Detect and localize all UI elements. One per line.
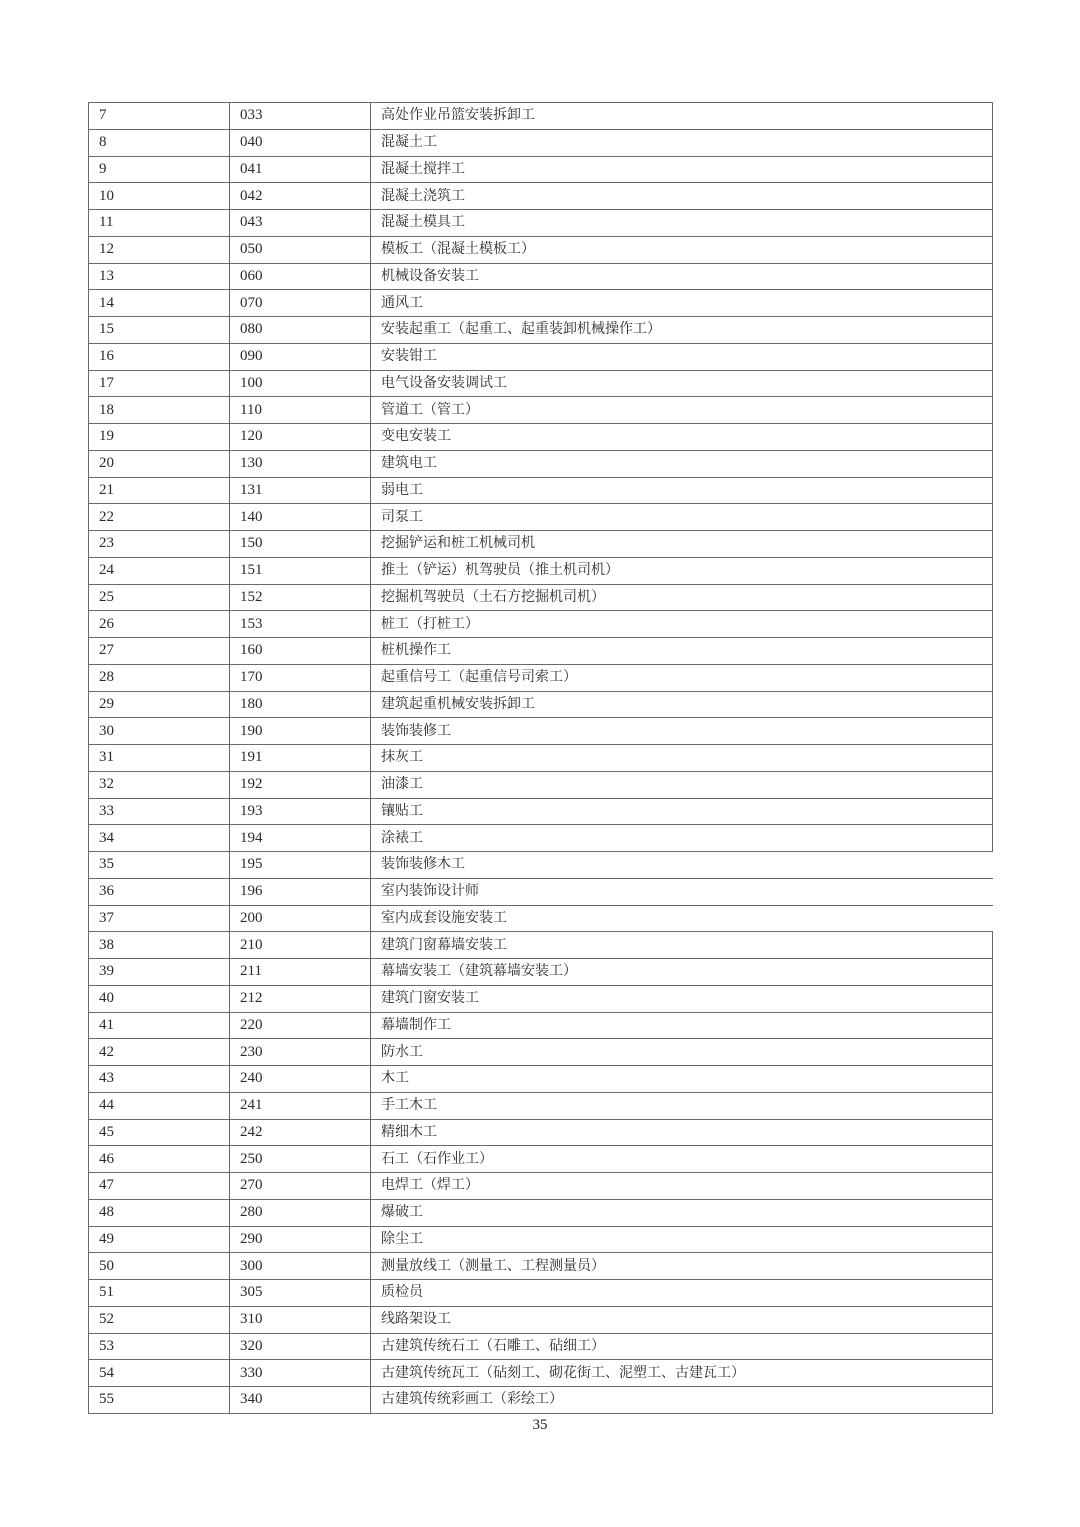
table-row	[89, 290, 993, 317]
occupation-name-cell: 油漆工	[371, 771, 993, 798]
occupation-code-cell: 180	[230, 691, 371, 718]
table-row	[89, 1280, 993, 1307]
row-number-cell: 50	[89, 1253, 230, 1280]
table-row	[89, 718, 993, 745]
table-row	[89, 504, 993, 531]
table-row	[89, 905, 993, 932]
occupation-name-cell: 弱电工	[371, 477, 993, 504]
occupation-name-cell: 通风工	[371, 290, 993, 317]
row-number-cell: 22	[89, 504, 230, 531]
row-number-cell: 30	[89, 718, 230, 745]
row-number-cell: 38	[89, 932, 230, 959]
row-number-cell: 45	[89, 1119, 230, 1146]
occupation-name-cell: 爆破工	[371, 1199, 993, 1226]
table-row	[89, 1226, 993, 1253]
occupation-name-cell: 混凝土工	[371, 129, 993, 156]
occupation-code-cell: 150	[230, 531, 371, 558]
occupation-code-cell: 042	[230, 183, 371, 210]
occupation-code-cell: 192	[230, 771, 371, 798]
occupation-name-cell: 古建筑传统彩画工（彩绘工）	[371, 1387, 993, 1414]
row-number-cell: 42	[89, 1039, 230, 1066]
table-row	[89, 1387, 993, 1414]
occupation-code-cell: 195	[230, 852, 371, 879]
table-row	[89, 959, 993, 986]
occupation-code-cell: 242	[230, 1119, 371, 1146]
occupation-code-cell: 210	[230, 932, 371, 959]
table-row	[89, 798, 993, 825]
table-row	[89, 1012, 993, 1039]
occupation-name-cell: 古建筑传统瓦工（砧刻工、砌花街工、泥塑工、古建瓦工）	[371, 1360, 993, 1387]
occupation-code-table	[88, 102, 993, 1414]
occupation-name-cell: 建筑门窗幕墙安装工	[371, 932, 993, 959]
table-row	[89, 156, 993, 183]
occupation-name-cell: 混凝土模具工	[371, 210, 993, 237]
occupation-code-cell: 290	[230, 1226, 371, 1253]
occupation-name-cell: 装饰装修木工	[371, 852, 993, 879]
occupation-code-cell: 151	[230, 557, 371, 584]
row-number-cell: 13	[89, 263, 230, 290]
occupation-name-cell: 安装起重工（起重工、起重装卸机械操作工）	[371, 317, 993, 344]
table-row	[89, 1039, 993, 1066]
row-number-cell: 21	[89, 477, 230, 504]
occupation-code-cell: 280	[230, 1199, 371, 1226]
row-number-cell: 31	[89, 745, 230, 772]
row-number-cell: 18	[89, 397, 230, 424]
table-row	[89, 531, 993, 558]
occupation-code-cell: 040	[230, 129, 371, 156]
row-number-cell: 23	[89, 531, 230, 558]
table-row	[89, 1092, 993, 1119]
occupation-name-cell: 司泵工	[371, 504, 993, 531]
occupation-name-cell: 质检员	[371, 1280, 993, 1307]
table-row	[89, 263, 993, 290]
occupation-code-cell: 050	[230, 236, 371, 263]
table-row	[89, 1306, 993, 1333]
occupation-code-cell: 130	[230, 450, 371, 477]
occupation-name-cell: 室内成套设施安装工	[371, 905, 993, 932]
row-number-cell: 34	[89, 825, 230, 852]
occupation-code-cell: 041	[230, 156, 371, 183]
row-number-cell: 12	[89, 236, 230, 263]
occupation-name-cell: 变电安装工	[371, 424, 993, 451]
occupation-code-cell: 190	[230, 718, 371, 745]
occupation-name-cell: 石工（石作业工）	[371, 1146, 993, 1173]
occupation-code-cell: 340	[230, 1387, 371, 1414]
table-row	[89, 825, 993, 852]
occupation-code-cell: 191	[230, 745, 371, 772]
occupation-code-cell: 100	[230, 370, 371, 397]
occupation-name-cell: 电气设备安装调试工	[371, 370, 993, 397]
table-body	[89, 103, 993, 1414]
row-number-cell: 17	[89, 370, 230, 397]
occupation-code-cell: 194	[230, 825, 371, 852]
row-number-cell: 28	[89, 664, 230, 691]
row-number-cell: 48	[89, 1199, 230, 1226]
occupation-name-cell: 室内装饰设计师	[371, 878, 993, 905]
occupation-name-cell: 混凝土浇筑工	[371, 183, 993, 210]
table-row	[89, 691, 993, 718]
row-number-cell: 24	[89, 557, 230, 584]
occupation-code-cell: 240	[230, 1066, 371, 1093]
row-number-cell: 25	[89, 584, 230, 611]
row-number-cell: 44	[89, 1092, 230, 1119]
table-row	[89, 878, 993, 905]
table-row	[89, 424, 993, 451]
table-row	[89, 852, 993, 879]
occupation-code-cell: 200	[230, 905, 371, 932]
occupation-code-cell: 330	[230, 1360, 371, 1387]
occupation-name-cell: 幕墙制作工	[371, 1012, 993, 1039]
row-number-cell: 29	[89, 691, 230, 718]
row-number-cell: 27	[89, 638, 230, 665]
occupation-code-cell: 043	[230, 210, 371, 237]
occupation-code-cell: 196	[230, 878, 371, 905]
table-row	[89, 343, 993, 370]
occupation-code-cell: 220	[230, 1012, 371, 1039]
table-row	[89, 1146, 993, 1173]
occupation-name-cell: 推土（铲运）机驾驶员（推土机司机）	[371, 557, 993, 584]
row-number-cell: 37	[89, 905, 230, 932]
row-number-cell: 26	[89, 611, 230, 638]
occupation-name-cell: 模板工（混凝土模板工）	[371, 236, 993, 263]
occupation-code-cell: 131	[230, 477, 371, 504]
table-row	[89, 1173, 993, 1200]
table-row	[89, 370, 993, 397]
table-row	[89, 450, 993, 477]
row-number-cell: 51	[89, 1280, 230, 1307]
occupation-name-cell: 机械设备安装工	[371, 263, 993, 290]
table-row	[89, 638, 993, 665]
occupation-code-cell: 193	[230, 798, 371, 825]
table-row	[89, 771, 993, 798]
table-row	[89, 611, 993, 638]
occupation-name-cell: 古建筑传统石工（石雕工、砧细工）	[371, 1333, 993, 1360]
row-number-cell: 9	[89, 156, 230, 183]
table-row	[89, 557, 993, 584]
occupation-code-cell: 270	[230, 1173, 371, 1200]
occupation-name-cell: 防水工	[371, 1039, 993, 1066]
occupation-name-cell: 镶贴工	[371, 798, 993, 825]
row-number-cell: 33	[89, 798, 230, 825]
occupation-code-cell: 230	[230, 1039, 371, 1066]
row-number-cell: 47	[89, 1173, 230, 1200]
occupation-name-cell: 建筑起重机械安装拆卸工	[371, 691, 993, 718]
occupation-name-cell: 精细木工	[371, 1119, 993, 1146]
occupation-code-cell: 080	[230, 317, 371, 344]
table-row	[89, 1199, 993, 1226]
occupation-name-cell: 桩机操作工	[371, 638, 993, 665]
occupation-name-cell: 安装钳工	[371, 343, 993, 370]
occupation-name-cell: 除尘工	[371, 1226, 993, 1253]
row-number-cell: 32	[89, 771, 230, 798]
row-number-cell: 19	[89, 424, 230, 451]
occupation-code-cell: 060	[230, 263, 371, 290]
occupation-name-cell: 管道工（管工）	[371, 397, 993, 424]
occupation-name-cell: 抹灰工	[371, 745, 993, 772]
row-number-cell: 43	[89, 1066, 230, 1093]
row-number-cell: 36	[89, 878, 230, 905]
occupation-code-cell: 305	[230, 1280, 371, 1307]
row-number-cell: 8	[89, 129, 230, 156]
occupation-name-cell: 线路架设工	[371, 1306, 993, 1333]
occupation-name-cell: 起重信号工（起重信号司索工）	[371, 664, 993, 691]
occupation-name-cell: 挖掘铲运和桩工机械司机	[371, 531, 993, 558]
occupation-code-cell: 033	[230, 103, 371, 130]
table-row	[89, 129, 993, 156]
table-row	[89, 317, 993, 344]
occupation-code-cell: 110	[230, 397, 371, 424]
table-row	[89, 745, 993, 772]
row-number-cell: 15	[89, 317, 230, 344]
occupation-name-cell: 建筑电工	[371, 450, 993, 477]
row-number-cell: 40	[89, 985, 230, 1012]
occupation-code-cell: 310	[230, 1306, 371, 1333]
row-number-cell: 14	[89, 290, 230, 317]
page-number: 35	[532, 1417, 548, 1433]
table-row	[89, 1253, 993, 1280]
table-row	[89, 183, 993, 210]
occupation-code-cell: 300	[230, 1253, 371, 1280]
table-row	[89, 1360, 993, 1387]
row-number-cell: 52	[89, 1306, 230, 1333]
occupation-code-cell: 153	[230, 611, 371, 638]
occupation-name-cell: 混凝土搅拌工	[371, 156, 993, 183]
occupation-name-cell: 桩工（打桩工）	[371, 611, 993, 638]
table-row	[89, 1333, 993, 1360]
row-number-cell: 7	[89, 103, 230, 130]
table-row	[89, 210, 993, 237]
occupation-name-cell: 幕墙安装工（建筑幕墙安装工）	[371, 959, 993, 986]
occupation-code-cell: 250	[230, 1146, 371, 1173]
row-number-cell: 39	[89, 959, 230, 986]
row-number-cell: 16	[89, 343, 230, 370]
occupation-code-cell: 320	[230, 1333, 371, 1360]
table-row	[89, 985, 993, 1012]
occupation-code-cell: 120	[230, 424, 371, 451]
row-number-cell: 49	[89, 1226, 230, 1253]
occupation-code-cell: 241	[230, 1092, 371, 1119]
occupation-name-cell: 挖掘机驾驶员（土石方挖掘机司机）	[371, 584, 993, 611]
occupation-name-cell: 高处作业吊篮安装拆卸工	[371, 103, 993, 130]
row-number-cell: 54	[89, 1360, 230, 1387]
occupation-code-cell: 070	[230, 290, 371, 317]
table-row	[89, 397, 993, 424]
row-number-cell: 20	[89, 450, 230, 477]
table-row	[89, 664, 993, 691]
occupation-code-cell: 211	[230, 959, 371, 986]
occupation-code-cell: 140	[230, 504, 371, 531]
row-number-cell: 10	[89, 183, 230, 210]
row-number-cell: 55	[89, 1387, 230, 1414]
occupation-code-cell: 152	[230, 584, 371, 611]
row-number-cell: 53	[89, 1333, 230, 1360]
occupation-name-cell: 建筑门窗安装工	[371, 985, 993, 1012]
table-row	[89, 584, 993, 611]
occupation-code-cell: 212	[230, 985, 371, 1012]
table-row	[89, 477, 993, 504]
table-row	[89, 236, 993, 263]
occupation-name-cell: 测量放线工（测量工、工程测量员）	[371, 1253, 993, 1280]
occupation-code-cell: 090	[230, 343, 371, 370]
table-row	[89, 932, 993, 959]
occupation-name-cell: 装饰装修工	[371, 718, 993, 745]
row-number-cell: 46	[89, 1146, 230, 1173]
occupation-name-cell: 电焊工（焊工）	[371, 1173, 993, 1200]
occupation-name-cell: 涂裱工	[371, 825, 993, 852]
row-number-cell: 35	[89, 852, 230, 879]
row-number-cell: 11	[89, 210, 230, 237]
table-row	[89, 103, 993, 130]
occupation-name-cell: 木工	[371, 1066, 993, 1093]
table-row	[89, 1066, 993, 1093]
row-number-cell: 41	[89, 1012, 230, 1039]
occupation-name-cell: 手工木工	[371, 1092, 993, 1119]
occupation-code-cell: 170	[230, 664, 371, 691]
occupation-code-cell: 160	[230, 638, 371, 665]
table-row	[89, 1119, 993, 1146]
